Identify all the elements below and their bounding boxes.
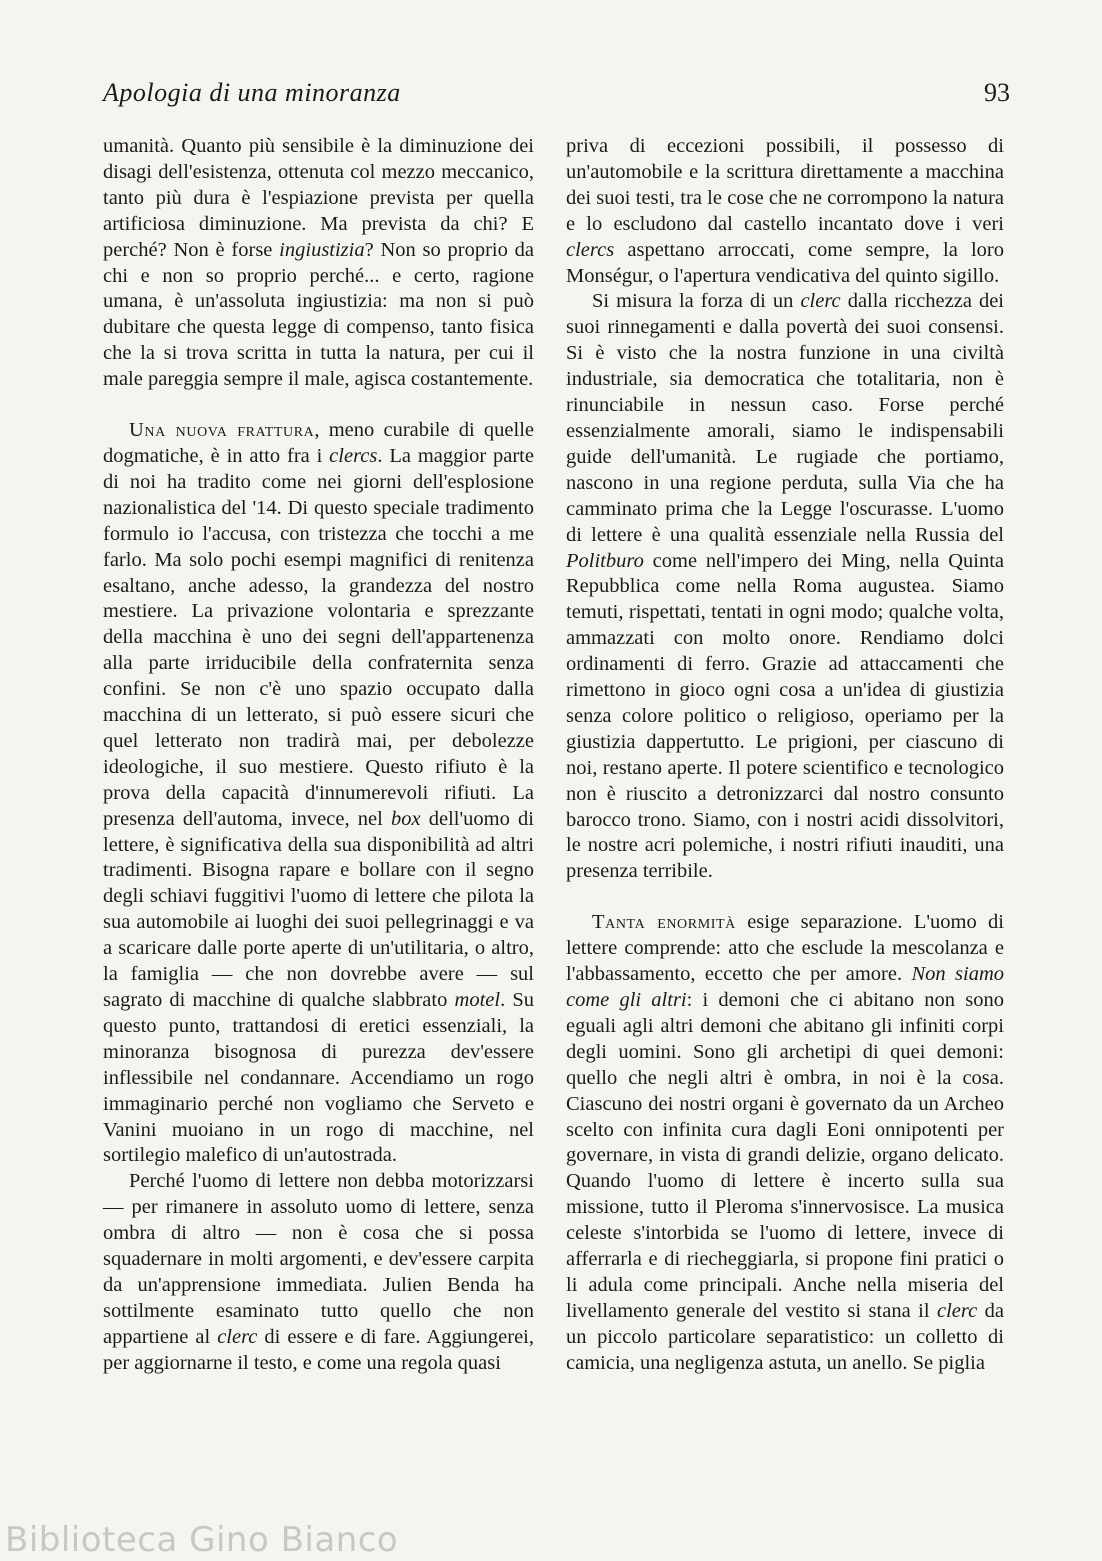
emphasis: clercs bbox=[329, 444, 378, 467]
library-watermark: Biblioteca Gino Bianco bbox=[5, 1520, 399, 1560]
right-column bbox=[566, 134, 1004, 1377]
paragraph: priva di eccezioni possibili, il possesso di un'automobile e la scrittura direttamente a macchina dei suoi testi, tra le cose che ne corrompono la natura e lo escludono dal castello incantato dove i veri clercs aspettano arroccati, come sempre, la loro Monségur, o l'apertura vendicativa del quinto sigillo. bbox=[566, 135, 1004, 287]
paragraph: Si misura la forza di un clerc dalla ricchezza dei suoi rinnegamenti e dalla povertà dei suoi consensi. Si è visto che la nostra funzione in una civiltà industriale, sia democratica che totalitaria, non è rinunciabile in nessun caso. Forse perché essenzialmente amorali, siamo le indispensabili guide dell'umanità. Le rugiade che portiamo, nascono in una regione perduta, sulla Via che ha camminato prima che la Legge l'oscurasse. L'uomo di lettere è una qualità essenziale nella Russia del Politburo come nell'impero dei Ming, nella Quinta Repubblica come nella Roma augustea. Siamo temuti, rispettati, tentati in ogni modo; qualche volta, ammazzati con molto onore. Rendiamo dolci ordinamenti di ferro. Grazie ad attaccamenti che rimettono in gioco ogni cosa a un'idea di giustizia senza colore politico o religioso, operiamo per la giustizia dappertutto. Le prigioni, per ciascuno di noi, restano aperte. Il potere scientifico e tecnologico non è riuscito a detronizzarci dal nostro consunto barocco trono. Siamo, con i nostri acidi dissolvitori, le nostre acri polemiche, i nostri rifiuti inauditi, una presenza terribile. bbox=[566, 290, 1005, 883]
emphasis: ingiustizia bbox=[279, 238, 365, 261]
emphasis: clercs bbox=[566, 238, 615, 261]
paragraph: Una nuova frattura, meno curabile di quelle dogmatiche, è in atto fra i clercs. La maggior parte di noi ha tradito come nei giorni dell'esplosione nazionalistica del '14. Di questo speciale tradimento formulo io l'accusa, con tristezza che tocchi a me farlo. Ma solo pochi esempi magnifici di renitenza esaltano, anche adesso, la grandezza del nostro mestiere. La privazione volontaria e sprezzante della macchina è uno dei segni dell'appartenenza alla parte irriducibile della confraternita senza confini. Se non c'è uno spazio occupato dalla macchina di un letterato, si può essere sicuri che quel letterato non tradirà mai, per debolezze ideologiche, il suo mestiere. Questo rifiuto è la prova della capacità d'innumerevoli rifiuti. La presenza dell'automa, invece, nel box dell'uomo di lettere, è significativa della sua disponibilità ad altri tradimenti. Bisogna rapare e bollare con il segno degli schiavi fuggitivi l'uomo di lettere che pilota la sua automobile ai luoghi dei suoi pellegrinaggi e va a scaricare dalle porte aperte di un'utilitaria, o altro, la famiglia — che non dovrebbe avere — sul sagrato di macchine di qualche slabbrato motel. Su questo punto, trattandosi di eretici essenziali, la minoranza bisognosa di purezza dev'essere inflessibile nel condannare. Accendiamo un rogo immaginario perché non vogliamo che Serveto e Vanini muoiano in un rogo di macchine, nel sortilegio malefico di un'autostrada. bbox=[103, 419, 535, 1167]
emphasis: motel bbox=[454, 989, 501, 1011]
emphasis: Non siamo come gli altri bbox=[566, 963, 1004, 1011]
emphasis: Politburo bbox=[566, 549, 644, 572]
section-lead: Una nuova frattura bbox=[129, 419, 315, 442]
running-head bbox=[0, 0, 1102, 120]
emphasis: clerc bbox=[800, 290, 841, 313]
section-lead: Tanta enormità bbox=[592, 911, 736, 934]
emphasis: clerc bbox=[936, 1299, 978, 1322]
emphasis: clerc bbox=[217, 1325, 258, 1348]
paragraph: Tanta enormità esige separazione. L'uomo di lettere comprende: atto che esclude la mescolanza e l'abbassamento, eccetto che per amore. Non siamo come gli altri: i demoni che ci abitano non sono eguali agli altri demoni che abitano gli infiniti corpi degli uomini. Sono gli archetipi di quei demoni: quello che negli altri è ombra, in noi è la cosa. Ciascuno dei nostri organi è governato da un Archeo scelto con infinita cura dagli Eoni onnipotenti per governare, in vista di grandi delizie, organo delicato. Quando l'uomo di lettere è incerto sulla sua missione, tutto il Pleroma s'innervosisce. La musica celeste s'intorbida se l'uomo di lettere, invece di afferrarla e di riecheggiarla, si propone fini pratici o li adula come principali. Anche nella miseria del livellamento generale del vestito si stana il clerc da un piccolo particolare separatistico: un colletto di camicia, una negligenza astuta, un anello. Se piglia bbox=[566, 911, 1004, 1374]
paragraph: Perché l'uomo di lettere non debba motorizzarsi — per rimanere in assoluto uomo di lettere, senza ombra di altro — non è cosa che si possa squadernare in molti argomenti, e dev'essere carpita da un'apprensione immediata. Julien Benda ha sottilmente esaminato tutto quello che non appartiene al clerc di essere e di fare. Aggiungerei, per aggiornarne il testo, e come una regola quasi bbox=[103, 1170, 534, 1374]
left-column bbox=[103, 134, 534, 1377]
emphasis: box bbox=[390, 807, 421, 830]
paragraph: umanità. Quanto più sensibile è la diminuzione dei disagi dell'esistenza, ottenuta col mezzo meccanico, tanto più dura è l'espiazione prevista per quella artificiosa diminuzione. Ma prevista da chi? E perché? Non è forse ingiustizia? Non so proprio da chi e non so proprio perché... e certo, ragione umana, è un'assoluta ingiustizia: ma non si può dubitare che questa legge di compenso, tanto fisica che la si trova scritta in tutta la natura, per cui il male pareggia sempre il male, agisca costantemente. bbox=[103, 135, 534, 391]
page-number: 93 bbox=[984, 78, 1010, 107]
running-title: Apologia di una minoranza bbox=[103, 78, 401, 107]
